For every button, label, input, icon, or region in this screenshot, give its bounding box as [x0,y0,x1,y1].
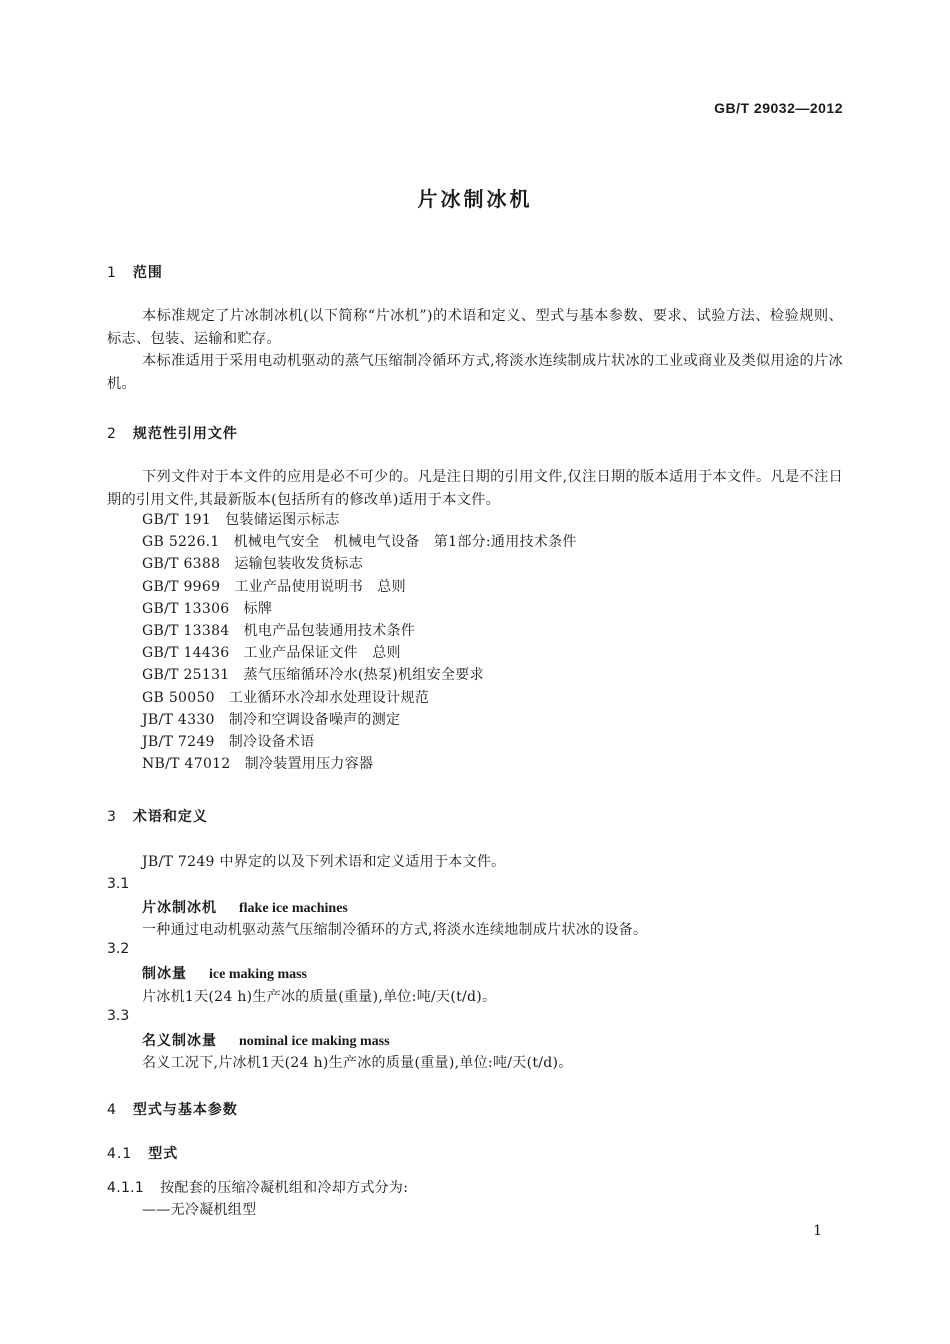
reference-item [142,753,577,775]
clause-number: 4.1.1 [107,1180,145,1196]
reference-code: GB/T 25131 [142,667,230,684]
page-number: 1 [813,1223,822,1239]
reference-item [142,598,577,620]
reference-title: 机械电气安全 机械电气设备 第1部分:通用技术条件 [233,534,577,551]
clause-4-1-1 [107,1177,408,1197]
reference-title: 标牌 [243,600,273,617]
reference-code: NB/T 47012 [142,756,231,773]
section-title: 规范性引用文件 [132,426,238,442]
reference-code: GB/T 13306 [142,600,230,617]
reference-item [142,687,577,709]
section-4-heading [107,1099,238,1119]
section-title: 型式与基本参数 [132,1102,238,1118]
term-name [142,897,348,917]
normative-reference-list [142,509,577,775]
term-definition: 一种通过电动机驱动蒸气压缩制冷循环的方式,将淡水连续地制成片状冰的设备。 [142,922,648,938]
term-name [142,1030,390,1050]
section-number: 2 [107,426,117,442]
subsection-4-1-heading [107,1143,178,1163]
subsection-title: 型式 [148,1146,179,1162]
section-3-intro: JB/T 7249 中界定的以及下列术语和定义适用于本文件。 [142,854,506,870]
reference-code: JB/T 7249 [142,733,215,750]
section-title: 范围 [132,265,163,281]
term-number: 3.1 [107,876,130,892]
reference-item [142,509,577,531]
section-2-paragraph: 下列文件对于本文件的应用是必不可少的。凡是注日期的引用文件,仅注日期的版本适用于本文件。凡是不注日期的引用文件,其最新版本(包括所有的修改单)适用于本文件。 [107,469,843,508]
standard-code: GB/T 29032—2012 [714,100,843,116]
term-number: 3.2 [107,941,130,957]
reference-title: 包装储运图示标志 [225,512,340,528]
reference-code: GB/T 191 [142,512,212,528]
section-title: 术语和定义 [132,809,208,825]
reference-item [142,576,577,598]
reference-code: GB/T 9969 [142,578,221,595]
subsection-number: 4.1 [107,1146,133,1162]
reference-title: 制冷装置用压力容器 [244,756,374,773]
section-1-paragraph-2: 本标准适用于采用电动机驱动的蒸气压缩制冷循环方式,将淡水连续制成片状冰的工业或商业及类似用途的片冰机。 [107,353,843,392]
reference-title: 运输包装收发货标志 [234,556,364,573]
section-2-heading [107,423,238,443]
reference-title: 机电产品包装通用技术条件 [243,622,416,639]
term-definition: 片冰机1天(24 h)生产冰的质量(重量),单位:吨/天(t/d)。 [142,989,497,1005]
reference-item [142,531,577,553]
section-number: 3 [107,809,117,825]
reference-item [142,620,577,642]
reference-title: 工业产品保证文件 总则 [243,645,401,662]
clause-text: 按配套的压缩冷凝机组和冷却方式分为: [160,1180,409,1196]
reference-code: GB/T 14436 [142,645,230,662]
term-name-chinese: 片冰制冰机 [142,900,217,916]
section-number: 4 [107,1102,117,1118]
reference-item [142,642,577,664]
reference-item [142,731,577,753]
section-3-heading [107,806,208,826]
reference-code: GB/T 6388 [142,556,221,573]
term-name-english: flake ice machines [239,901,348,916]
term-name-chinese: 名义制冰量 [142,1033,217,1049]
document-title: 片冰制冰机 [417,187,533,211]
term-name-english: nominal ice making mass [239,1034,390,1049]
reference-title: 蒸气压缩循环冷水(热泵)机组安全要求 [243,667,484,684]
list-item: ——无冷凝机组型 [142,1202,257,1218]
reference-code: GB 5226.1 [142,534,220,551]
reference-item [142,709,577,731]
section-number: 1 [107,265,117,281]
term-definition: 名义工况下,片冰机1天(24 h)生产冰的质量(重量),单位:吨/天(t/d)。 [142,1055,573,1071]
reference-code: JB/T 4330 [142,711,215,728]
reference-title: 制冷设备术语 [228,733,315,750]
reference-title: 制冷和空调设备噪声的测定 [228,711,401,728]
section-1-heading [107,262,163,282]
reference-title: 工业循环水冷却水处理设计规范 [228,689,430,706]
section-1-paragraph-1: 本标准规定了片冰制冰机(以下简称“片冰机”)的术语和定义、型式与基本参数、要求、试验方法、检验规则、标志、包装、运输和贮存。 [107,308,843,347]
term-name-chinese: 制冰量 [142,966,187,982]
reference-code: GB/T 13384 [142,622,230,639]
term-name-english: ice making mass [209,967,307,982]
reference-item [142,553,577,575]
reference-item [142,664,577,686]
reference-code: GB 50050 [142,689,215,706]
reference-title: 工业产品使用说明书 总则 [234,578,406,595]
term-number: 3.3 [107,1008,130,1024]
term-name [142,963,307,983]
